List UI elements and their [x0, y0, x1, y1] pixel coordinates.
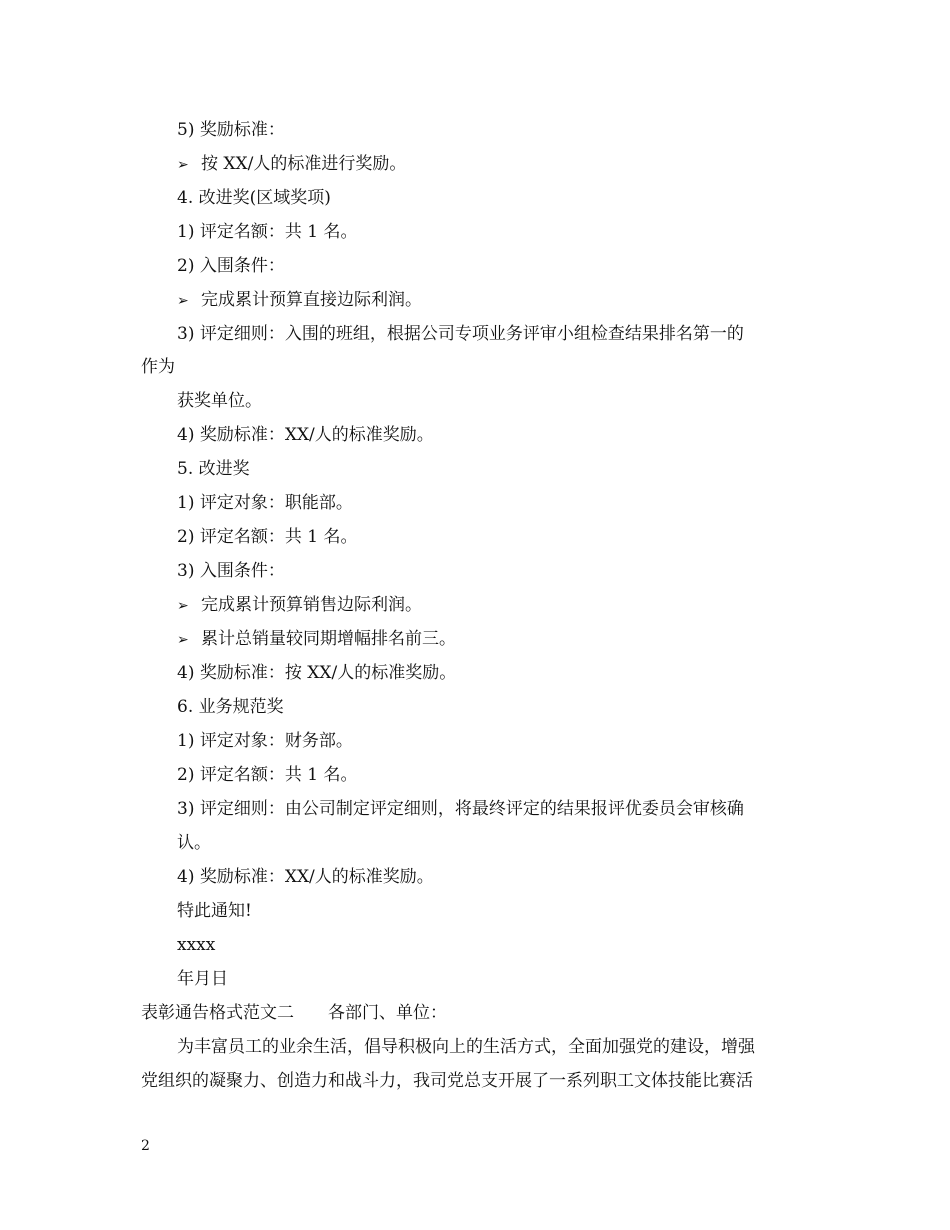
line-text: 作为 — [141, 357, 175, 377]
bullet-item — [177, 289, 422, 312]
line-text: 3) 评定细则：入围的班组，根据公司专项业务评审小组检查结果排名第一的 — [177, 324, 744, 344]
text-line — [177, 968, 228, 990]
line-text: 1) 评定对象：财务部。 — [177, 731, 353, 751]
line-text: 完成累计预算销售边际利润。 — [201, 595, 422, 615]
line-text: 1) 评定名额：共 1 名。 — [177, 222, 358, 242]
text-line — [177, 560, 285, 582]
text-line — [177, 1036, 755, 1058]
text-line — [141, 1070, 753, 1092]
line-text: 2) 入围条件： — [177, 256, 285, 276]
text-line — [177, 119, 285, 141]
text-line — [177, 390, 262, 412]
line-text: 6. 业务规范奖 — [177, 697, 284, 717]
line-text: 1) 评定对象：职能部。 — [177, 493, 353, 513]
line-text: 累计总销量较同期增幅排名前三。 — [201, 629, 456, 649]
text-line — [177, 900, 252, 922]
text-line — [177, 730, 353, 752]
text-line — [177, 323, 744, 345]
bullet-item — [177, 594, 422, 617]
line-text: 4. 改进奖(区域奖项) — [177, 188, 331, 208]
text-line — [177, 798, 744, 820]
text-line — [177, 187, 331, 209]
text-line — [177, 696, 284, 718]
text-line — [177, 526, 357, 548]
line-text: 表彰通告格式范文二 各部门、单位： — [141, 1003, 447, 1023]
arrow-bullet-icon: ➢ — [177, 632, 189, 648]
text-line — [177, 458, 250, 480]
text-line — [177, 662, 456, 684]
text-line — [141, 1002, 447, 1024]
line-text: 获奖单位。 — [177, 391, 262, 411]
line-text: 完成累计预算直接边际利润。 — [201, 290, 422, 310]
text-line — [141, 356, 175, 378]
text-line — [177, 764, 357, 786]
text-line — [177, 255, 285, 277]
line-text: 党组织的凝聚力、创造力和战斗力，我司党总支开展了一系列职工文体技能比赛活 — [141, 1071, 753, 1091]
line-text: 4) 奖励标准：XX/人的标准奖励。 — [177, 867, 434, 887]
line-text: 年月日 — [177, 969, 228, 989]
line-text: 为丰富员工的业余生活，倡导积极向上的生活方式，全面加强党的建设，增强 — [177, 1037, 755, 1057]
line-text: 认。 — [177, 833, 211, 853]
text-line — [177, 934, 215, 956]
arrow-bullet-icon: ➢ — [177, 598, 189, 614]
line-text: 2) 评定名额：共 1 名。 — [177, 765, 358, 785]
arrow-bullet-icon: ➢ — [177, 157, 189, 173]
line-text: 特此通知! — [177, 901, 252, 921]
line-text: 5) 奖励标准： — [177, 120, 285, 140]
text-line — [177, 492, 353, 514]
line-text: 3) 评定细则：由公司制定评定细则，将最终评定的结果报评优委员会审核确 — [177, 799, 744, 819]
bullet-item — [177, 628, 456, 651]
arrow-bullet-icon: ➢ — [177, 293, 189, 309]
line-text: 4) 奖励标准：按 XX/人的标准奖励。 — [177, 663, 457, 683]
line-text: 4) 奖励标准：XX/人的标准奖励。 — [177, 425, 434, 445]
text-line — [177, 866, 434, 888]
line-text: 3) 入围条件： — [177, 561, 285, 581]
page-number: 2 — [141, 1138, 150, 1154]
line-text: 2) 评定名额：共 1 名。 — [177, 527, 358, 547]
line-text: xxxx — [177, 935, 216, 955]
bullet-item — [177, 153, 406, 176]
line-text: 按 XX/人的标准进行奖励。 — [201, 154, 407, 174]
text-line — [177, 832, 211, 854]
text-line — [177, 221, 357, 243]
text-line — [177, 424, 434, 446]
line-text: 5. 改进奖 — [177, 459, 250, 479]
